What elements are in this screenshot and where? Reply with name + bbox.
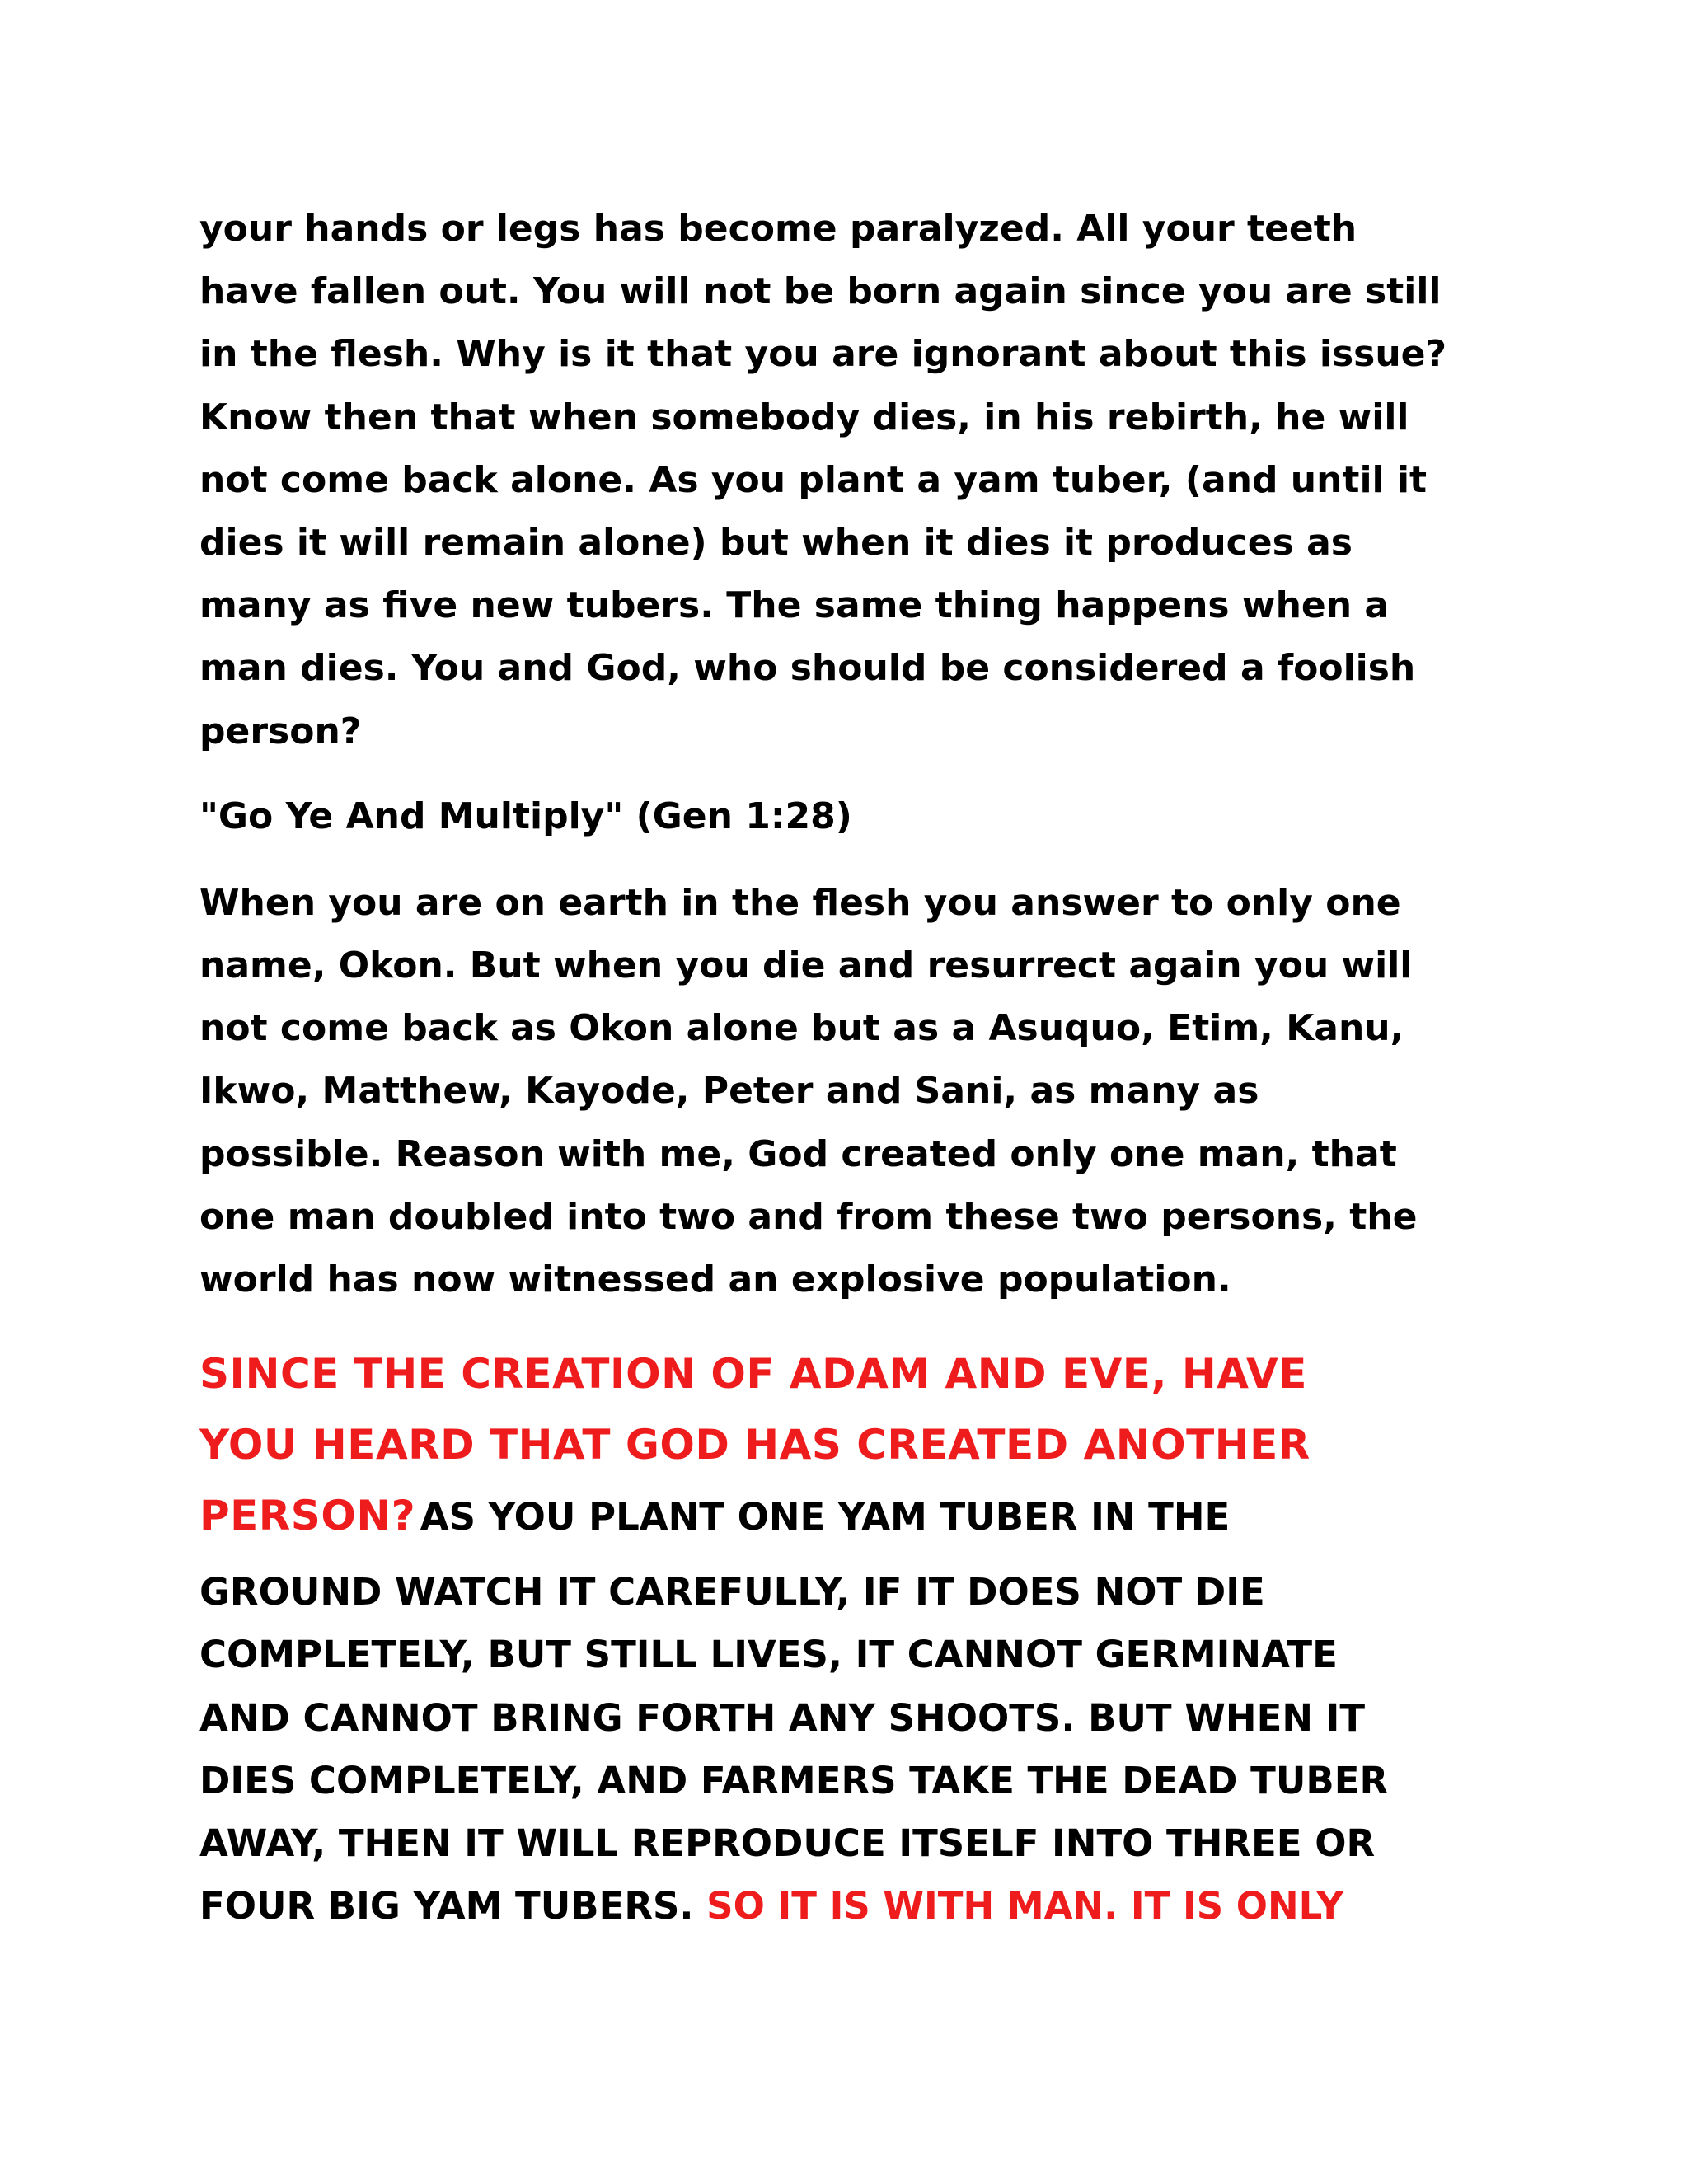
paragraph-rebirth — [199, 198, 1502, 763]
document-page — [199, 198, 1502, 1938]
emphasis-text: PERSON? — [199, 1492, 416, 1540]
caps-line: GROUND WATCH IT CAREFULLY, IF IT DOES NOT DIE — [199, 1570, 1265, 1615]
text-line: dies it will remain alone) but when it dies it produces as — [199, 522, 1353, 565]
text-line: not come back as Okon alone but as a Asuquo, Etim, Kanu, — [199, 1007, 1404, 1050]
text-line: one man doubled into two and from these two persons, the — [199, 1195, 1418, 1238]
text-line: world has now witnessed an explosive population. — [199, 1258, 1231, 1301]
emphasis-line: SINCE THE CREATION OF ADAM AND EVE, HAVE — [199, 1350, 1307, 1399]
text-line: many as five new tubers. The same thing happens when a — [199, 584, 1390, 627]
caps-line: COMPLETELY, BUT STILL LIVES, IT CANNOT GERMINATE — [199, 1633, 1338, 1677]
mixed-line — [199, 1480, 1502, 1561]
caps-text: FOUR BIG YAM TUBERS. — [199, 1884, 694, 1929]
paragraph-yam-tuber — [199, 1338, 1502, 1938]
text-line: person? — [199, 710, 362, 752]
mixed-line — [199, 1875, 1502, 1938]
emphasis-text: SO IT IS WITH MAN. IT IS ONLY — [706, 1884, 1343, 1929]
text-line: in the flesh. Why is it that you are ignorant about this issue? — [199, 333, 1447, 376]
text-line: Ikwo, Matthew, Kayode, Peter and Sani, as many as — [199, 1070, 1259, 1113]
text-line: have fallen out. You will not be born again since you are still — [199, 270, 1442, 313]
caps-line: DIES COMPLETELY, AND FARMERS TAKE THE DEAD TUBER — [199, 1758, 1389, 1802]
section-heading: "Go Ye And Multiply" (Gen 1:28) — [199, 794, 852, 837]
text-line: name, Okon. But when you die and resurrect again you will — [199, 944, 1413, 987]
text-line: possible. Reason with me, God created only one man, that — [199, 1132, 1397, 1175]
caps-line: AWAY, THEN IT WILL REPRODUCE ITSELF INTO THREE OR — [199, 1821, 1376, 1866]
paragraph-multiply — [199, 872, 1502, 1311]
text-line: When you are on earth in the flesh you answer to only one — [199, 881, 1401, 924]
text-line: your hands or legs has become paralyzed. All your teeth — [199, 208, 1357, 250]
text-line: Know then that when somebody dies, in his rebirth, he will — [199, 396, 1409, 438]
emphasis-line: YOU HEARD THAT GOD HAS CREATED ANOTHER — [199, 1421, 1311, 1469]
text-line: man dies. You and God, who should be considered a foolish — [199, 647, 1416, 690]
text-line: not come back alone. As you plant a yam tuber, (and until it — [199, 458, 1428, 501]
caps-line: AND CANNOT BRING FORTH ANY SHOOTS. BUT WHEN IT — [199, 1695, 1366, 1740]
caps-text: AS YOU PLANT ONE YAM TUBER IN THE — [420, 1495, 1231, 1540]
